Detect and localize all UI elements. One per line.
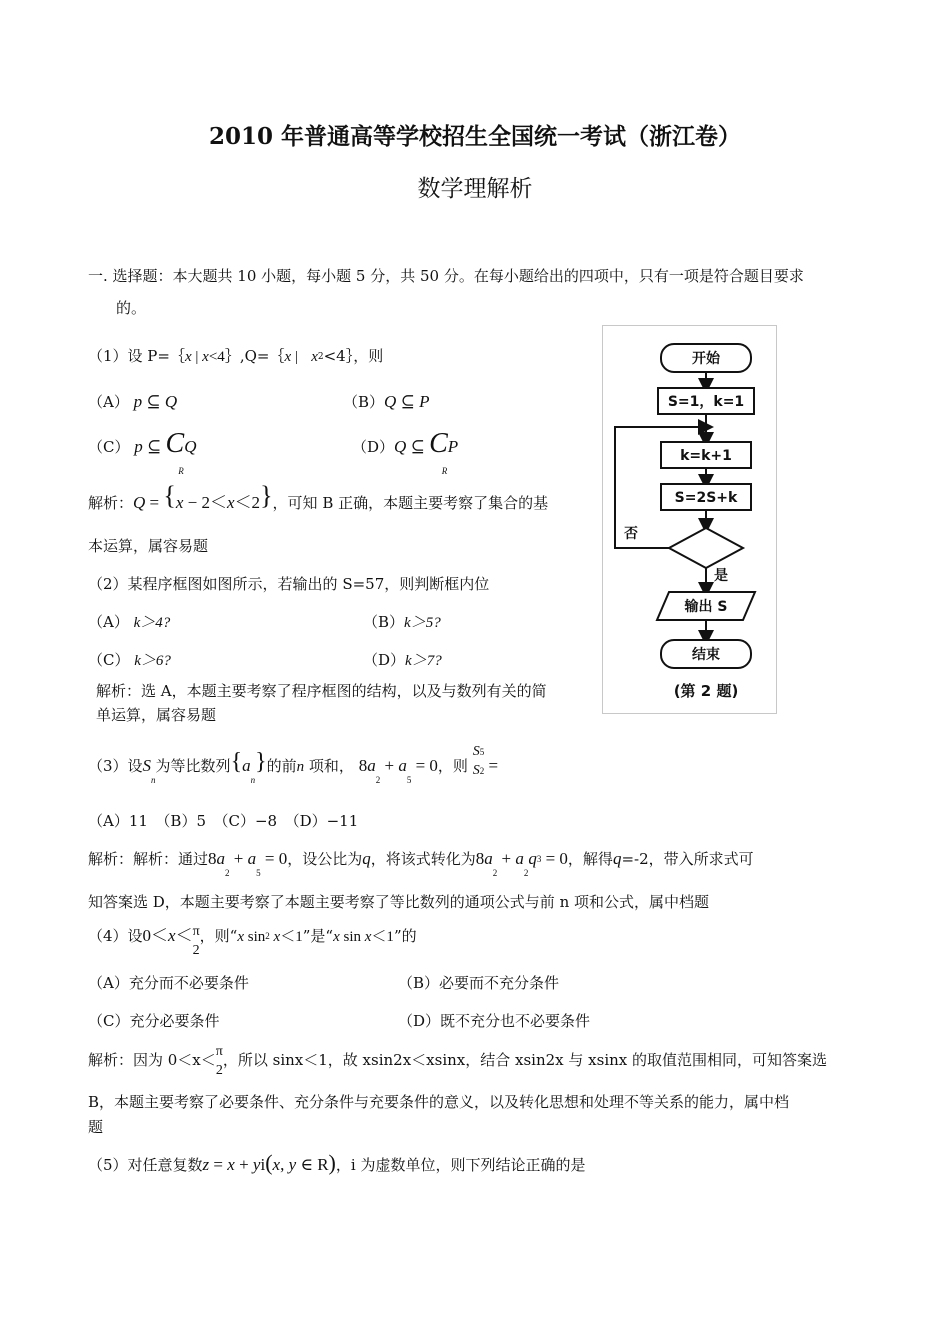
page-subtitle: 数学理解析 xyxy=(417,176,533,202)
flowchart-caption: (第 2 题) xyxy=(673,682,739,700)
q2-option-b: （B）k＞5? xyxy=(363,613,441,631)
q4-option-b: （B）必要而不充分条件 xyxy=(398,974,560,992)
q4-stem: （4）设0＜x＜π 2，则“x sin2 x＜1”是“x sin x＜1”的 xyxy=(88,924,417,958)
flowchart-init-text: S=1，k=1 xyxy=(667,394,745,410)
q1-analysis-cont: 本运算，属容易题 xyxy=(88,537,209,555)
q1-option-d: （D）Q ⊆ $C_RP$ xyxy=(352,428,459,476)
flowchart-output-text: 输出 S xyxy=(684,599,728,615)
flowchart-start-text: 开始 xyxy=(692,351,720,367)
q3-options: （A）11 （B）5 （C）−8 （D）−11 xyxy=(88,812,359,830)
q4-analysis: 解析：因为 0＜x＜π 2，所以 sinx＜1，故 xsin2x＜xsinx，结合 xsin2x 与 xsinx 的取值范围相同，可知答案选 xyxy=(88,1044,828,1078)
q2-option-c: （C） k＞6? xyxy=(88,651,171,669)
q3-analysis-cont: 知答案选 D，本题主要考察了本题主要考察了等比数列的通项公式与前 n 项和公式，属中档题 xyxy=(88,893,709,911)
q1-option-b: （B）Q ⊆ P xyxy=(343,392,430,411)
flowchart-end-text: 结束 xyxy=(692,647,720,663)
section-intro: 一. 选择题：本大题共 10 小题，每小题 5 分，共 50 分。在每小题给出的四项中，只有一项是符合题目要求 xyxy=(88,267,804,285)
q2-analysis: 解析：选 A，本题主要考察了程序框图的结构，以及与数列有关的简 xyxy=(96,682,547,700)
q4-option-a: （A）充分而不必要条件 xyxy=(88,974,249,992)
q1-stem: （1）设 P=｛x | x<4｝,Q=｛x | x2<4｝，则 xyxy=(88,347,384,365)
q1-analysis: 解析：Q = {x − 2＜x＜2}，可知 B 正确，本题主要考察了集合的基 xyxy=(88,481,549,512)
flowchart-decision-node xyxy=(669,528,743,568)
flowchart-svg xyxy=(603,326,776,713)
q4-option-d: （D）既不充分也不必要条件 xyxy=(398,1012,591,1030)
q1-option-a: （A） p ⊆ Q xyxy=(88,392,178,411)
q4-analysis-end: 题 xyxy=(88,1118,104,1136)
flowchart-step1-text: k=k+1 xyxy=(680,448,732,464)
q4-analysis-cont: B，本题主要考察了必要条件、充分条件与充要条件的意义，以及转化思想和处理不等关系的能力，属中档 xyxy=(88,1093,790,1111)
page-title: 2010 年普通高等学校招生全国统一考试（浙江卷） xyxy=(208,123,742,150)
q2-analysis-cont: 单运算，属容易题 xyxy=(96,706,217,724)
q1-option-c: （C） p ⊆ $C_RQ$ xyxy=(88,428,197,476)
flowchart-yes-label: 是 xyxy=(714,568,728,584)
q4-option-c: （C）充分必要条件 xyxy=(88,1012,220,1030)
flowchart-figure xyxy=(602,325,777,714)
flowchart-step2-text: S=2S+k xyxy=(674,490,738,506)
flowchart-no-label: 否 xyxy=(624,526,638,542)
q2-option-a: （A） k＞4? xyxy=(88,613,171,631)
q3-stem: （3）设$S_n$为等比数列$\{a_n\}$的前n 项和， $8a_2 + a_5 = 0$，则 S5 S2 = xyxy=(88,744,499,785)
section-intro-cont: 的。 xyxy=(116,299,147,317)
q5-stem: （5）对任意复数z = x + yi(x, y ∈ R)，i 为虚数单位，则下列结论正确的是 xyxy=(88,1150,586,1175)
q2-stem: （2）某程序框图如图所示，若输出的 S=57，则判断框内位 xyxy=(88,575,490,593)
q3-analysis: 解析：解析：通过$8a_2 + a_5 = 0$，设公比为q，将该式转化为$8a_2 + a_2q3 = 0$，解得q=-2，带入所求式可 xyxy=(88,849,754,878)
q2-option-d: （D）k＞7? xyxy=(363,651,442,669)
